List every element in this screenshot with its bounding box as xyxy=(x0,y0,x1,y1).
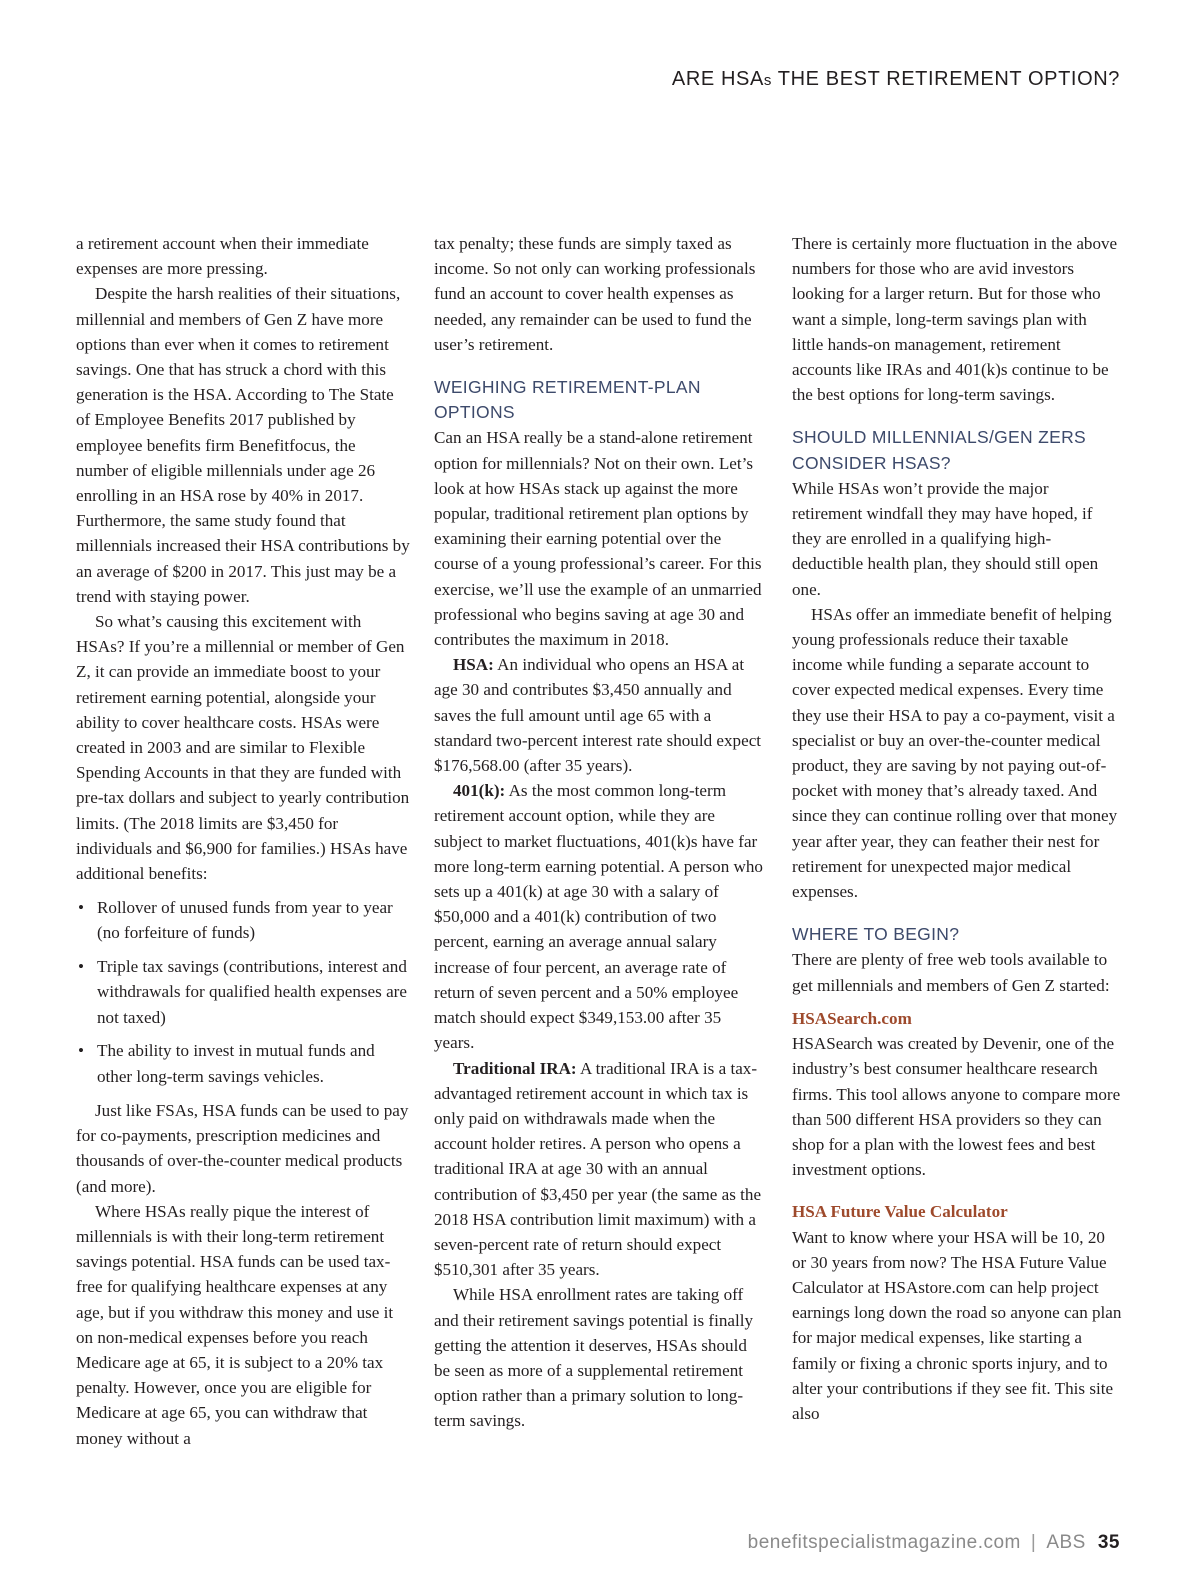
page-footer xyxy=(748,1532,1120,1554)
col3-paragraph-3: HSAs offer an immediate benefit of helping young professionals reduce their taxable income while funding a separate account to cover expected medical expenses. Every time they use their HSA to pay a co-payment, visit a specialist or buy an over-the-counter medical product, they are saving by not paying out-of-pocket with money that’s already taxed. And since they can continue rolling over that money year after year, they can feather their nest for retirement for unexpected major medical expenses. xyxy=(792,604,1118,902)
benefit-text-3: The ability to invest in mutual funds and other long-term savings vehicles. xyxy=(97,1041,375,1086)
ira-text: A traditional IRA is a tax-advantaged retirement account in which tax is only paid on withdrawals made when the account holder retires. A person who opens a traditional IRA at age 30 with an annual contribution of $3,450 per year (the same as the 2018 HSA contribution limit maximum) with a seven-percent rate of return should expect $510,301 after 35 years. xyxy=(434,1058,762,1280)
footer-site: benefitspecialistmagazine.com xyxy=(747,1532,1021,1553)
benefit-item-2 xyxy=(76,954,410,1030)
col1-paragraph-2: Despite the harsh realities of their situations, millennial and members of Gen Z have more options than ever when it comes to retirement savings. One that has struck a chord with this generation is the HSA. According to The State of Employee Benefits 2017 published by employee benefits firm Benefitfocus, the number of eligible millennials under age 26 enrolling in an HSA rose by 40% in 2017. Furthermore, the same study found that millennials increased their HSA contributions by an average of $200 in 2017. This just may be a trend with staying power. xyxy=(76,284,410,606)
hsa-label: HSA: xyxy=(453,655,494,675)
column-3 xyxy=(792,231,1122,1426)
resource-text-calculator: Want to know where your HSA will be 10, 20 or 30 years from now? The HSA Future Value Calculator at HSAstore.com can help project earnings long down the road so anyone can plan for major medical expenses, like starting a family or fixing a chronic sports injury, and to alter your contributions if they see fit. This site also xyxy=(792,1227,1122,1423)
page-number: 35 xyxy=(1097,1532,1120,1553)
col3-paragraph-2: While HSAs won’t provide the major retirement windfall they may have hoped, if they are enrolled in a qualifying high-deductible health plan, they should still open one. xyxy=(792,478,1099,599)
col1-paragraph-5: Where HSAs really pique the interest of millennials is with their long-term retirement savings potential. HSA funds can be used tax-free for qualifying healthcare expenses at any age, but if you withdraw this money and use it on non-medical expenses before you reach Medicare age at 65, it is subject to a 20% tax penalty. However, once you are eligible for Medicare at age 65, you can withdraw that money without a xyxy=(76,1201,394,1448)
col1-paragraph-3: So what’s causing this excitement with HSAs? If you’re a millennial or member of Gen Z, it can provide an immediate boost to your retirement earning potential, alongside your ability to cover healthcare costs. HSAs were created in 2003 and are similar to Flexible Spending Accounts in that they are funded with pre-tax dollars and subject to yearly contribution limits. (The 2018 limits are $3,450 for individuals and $6,900 for families.) HSAs have additional benefits: xyxy=(76,612,410,884)
bullet-icon: • xyxy=(78,1041,84,1061)
running-head-small-s: s xyxy=(763,72,773,89)
ira-paragraph xyxy=(434,1056,764,1283)
section-heading-weighing-options: WEIGHING RETIREMENT-PLAN OPTIONS xyxy=(434,377,701,423)
ira-label: Traditional IRA: xyxy=(453,1058,577,1078)
bullet-icon: • xyxy=(78,957,84,977)
section-heading-where-to-begin: WHERE TO BEGIN? xyxy=(792,924,960,945)
hsa-text: An individual who opens an HSA at age 30 and contributes $3,450 annually and saves the full amount until age 65 with a standard two-percent interest rate should expect $176,568.00 (after 35 years). xyxy=(434,655,762,776)
running-head xyxy=(672,68,1120,91)
col2-paragraph-1: tax penalty; these funds are simply taxed as income. So not only can working professionals fund an account to cover health expenses as needed, any remainder can be used to fund the user’s retirement. xyxy=(434,234,756,354)
benefit-text-1: Rollover of unused funds from year to year (no forfeiture of funds) xyxy=(97,898,393,943)
running-head-part1: ARE HSA xyxy=(671,68,764,90)
benefit-item-1 xyxy=(76,895,410,945)
401k-label: 401(k): xyxy=(453,781,506,801)
resource-title-calculator: HSA Future Value Calculator xyxy=(792,1202,1008,1222)
resource-title-hsasearch: HSASearch.com xyxy=(792,1008,912,1028)
hsa-paragraph xyxy=(434,652,764,778)
bullet-icon: • xyxy=(78,898,84,918)
col3-paragraph-4: There are plenty of free web tools available to get millennials and members of Gen Z started: xyxy=(792,950,1110,995)
401k-paragraph xyxy=(434,778,764,1055)
col2-paragraph-2: Can an HSA really be a stand-alone retirement option for millennials? Not on their own. Let’s look at how HSAs stack up against the more popular, traditional retirement plan options by examining their earning potential over the course of a young professional’s career. For this exercise, we’ll use the example of an unmarried professional who begins saving at age 30 and contributes the maximum in 2018. xyxy=(434,428,762,650)
column-2 xyxy=(434,231,764,1434)
column-1 xyxy=(76,231,410,1451)
section-heading-should-consider: SHOULD MILLENNIALS/GEN ZERS CONSIDER HSAS? xyxy=(792,427,1087,473)
footer-separator: | xyxy=(1030,1532,1037,1553)
benefit-item-3 xyxy=(76,1038,410,1088)
col1-paragraph-1: a retirement account when their immediate expenses are more pressing. xyxy=(76,234,369,279)
col3-paragraph-1: There is certainly more fluctuation in the above numbers for those who are avid investors looking for a larger return. But for those who want a simple, long-term savings plan with little hands-on management, retirement accounts like IRAs and 401(k)s continue to be the best options for long-term savings. xyxy=(792,234,1118,405)
footer-magazine: ABS xyxy=(1046,1532,1086,1553)
running-head-part2: THE BEST RETIREMENT OPTION? xyxy=(772,68,1120,90)
benefits-list xyxy=(76,895,410,1089)
col2-paragraph-3: While HSA enrollment rates are taking off and their retirement savings potential is finally getting the attention it deserves, HSAs should be seen as more of a supplemental retirement option rather than a primary solution to long-term savings. xyxy=(434,1285,753,1431)
401k-text: As the most common long-term retirement account option, while they are subject to market fluctuations, 401(k)s have far more long-term earning potential. A person who sets up a 401(k) at age 30 with a salary of $50,000 and a 401(k) contribution of two percent, earning an average annual salary increase of four percent, an average rate of return of seven percent and a 50% employee match should expect $349,153.00 after 35 years. xyxy=(434,781,763,1053)
benefit-text-2: Triple tax savings (contributions, interest and withdrawals for qualified health expenses are not taxed) xyxy=(97,957,407,1027)
resource-text-hsasearch: HSASearch was created by Devenir, one of the industry’s best consumer healthcare research firms. This tool allows anyone to compare more than 500 different HSA providers so they can shop for a plan with the lowest fees and best investment options. xyxy=(792,1034,1121,1180)
col1-paragraph-4: Just like FSAs, HSA funds can be used to pay for co-payments, prescription medicines and thousands of over-the-counter medical products (and more). xyxy=(76,1100,409,1196)
